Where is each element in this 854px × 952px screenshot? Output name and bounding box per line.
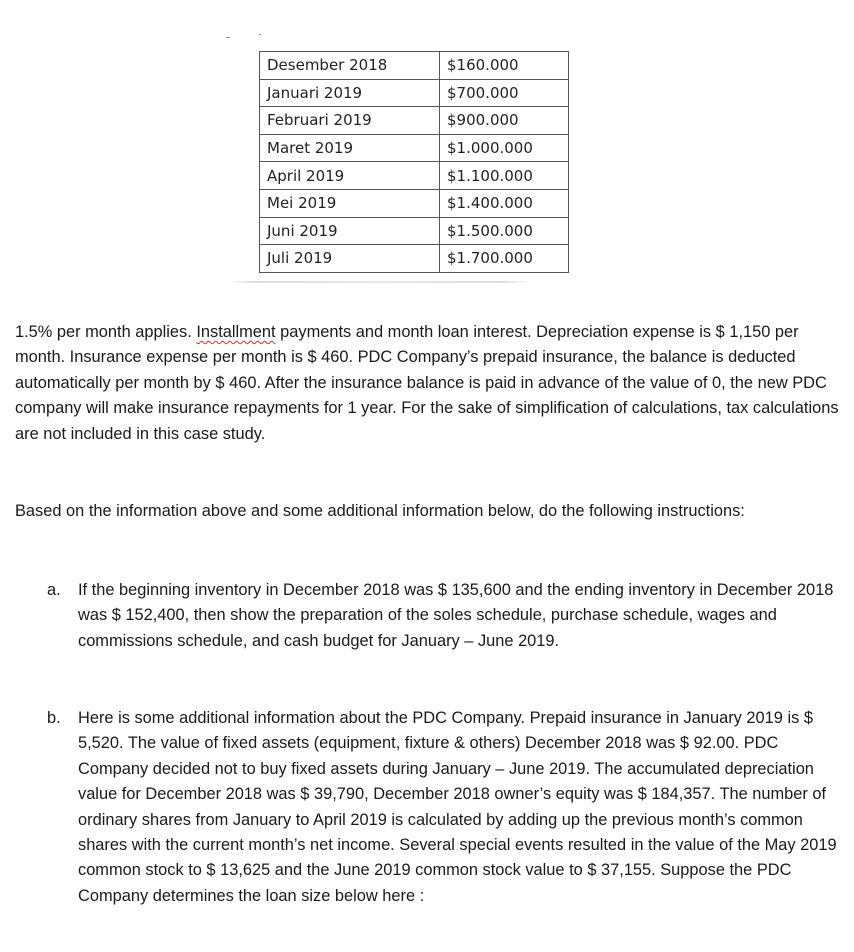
- paragraph-text-start: 1.5% per month applies.: [15, 323, 197, 341]
- table-row: [260, 52, 569, 80]
- amount-cell: $160.000: [440, 52, 569, 80]
- list-item-text: Here is some additional information about the PDC Company. Prepaid insurance in January 2019 is $ 5,520. The value of fixed assets (equipment, fixture & others) December 2018 was $ 92.00. PDC Company decided not to buy fixed assets during January – June 2019. The accumulated depreciation value for December 2018 was $ 39,790, December 2018 owner’s equity was $ 184,357. The number of ordinary shares from January to April 2019 is calculated by adding up the previous month’s common shares with the current month’s net income. Several special events resulted in the value of the May 2019 common stock to $ 13,625 and the June 2019 common stock value to $ 37,155. Suppose the PDC Company determines the loan size below here :: [78, 709, 837, 905]
- amount-cell: $1.000.000: [440, 134, 569, 162]
- month-cell: Maret 2019: [260, 134, 440, 162]
- month-cell: Desember 2018: [260, 52, 440, 80]
- table-row: [260, 189, 569, 217]
- monthly-amount-table-container: [259, 51, 569, 273]
- table-row: [260, 134, 569, 162]
- table-row: [260, 217, 569, 245]
- amount-cell: $1.400.000: [440, 189, 569, 217]
- scan-mark: [259, 34, 261, 35]
- amount-cell: $1.700.000: [440, 245, 569, 273]
- table-row: [260, 79, 569, 107]
- crop-edge-divider: [229, 281, 529, 283]
- monthly-amount-table: [259, 51, 569, 273]
- table-row: [260, 245, 569, 273]
- month-cell: April 2019: [260, 162, 440, 190]
- spellcheck-flagged-word: Installment: [196, 323, 276, 341]
- amount-cell: $1.500.000: [440, 217, 569, 245]
- instructions-intro: Based on the information above and some additional information below, do the following instructions:: [15, 502, 745, 520]
- loan-terms-paragraph: [15, 320, 845, 447]
- month-cell: Juni 2019: [260, 217, 440, 245]
- table-row: [260, 107, 569, 135]
- amount-cell: $900.000: [440, 107, 569, 135]
- amount-cell: $700.000: [440, 79, 569, 107]
- amount-cell: $1.100.000: [440, 162, 569, 190]
- month-cell: Februari 2019: [260, 107, 440, 135]
- list-item-text: If the beginning inventory in December 2018 was $ 135,600 and the ending inventory in December 2018 was $ 152,400, then show the preparation of the soles schedule, purchase schedule, wages and commissions schedule, and cash budget for January – June 2019.: [78, 581, 834, 650]
- table-row: [260, 162, 569, 190]
- month-cell: Mei 2019: [260, 189, 440, 217]
- month-cell: Januari 2019: [260, 79, 440, 107]
- paragraph-text-rest: payments and month loan interest. Depreciation expense is $ 1,150 per month. Insurance expense per month is $ 460. PDC Company’s prepaid insurance, the balance is deducted automatically per month by $ 460. After the insurance balance is paid in advance of the value of 0, the new PDC company will make insurance repayments for 1 year. For the sake of simplification of calculations, tax calculations are not included in this case study.: [15, 323, 839, 443]
- scan-mark: [226, 37, 230, 38]
- month-cell: Juli 2019: [260, 245, 440, 273]
- list-marker: b.: [47, 709, 61, 727]
- list-marker: a.: [47, 581, 61, 599]
